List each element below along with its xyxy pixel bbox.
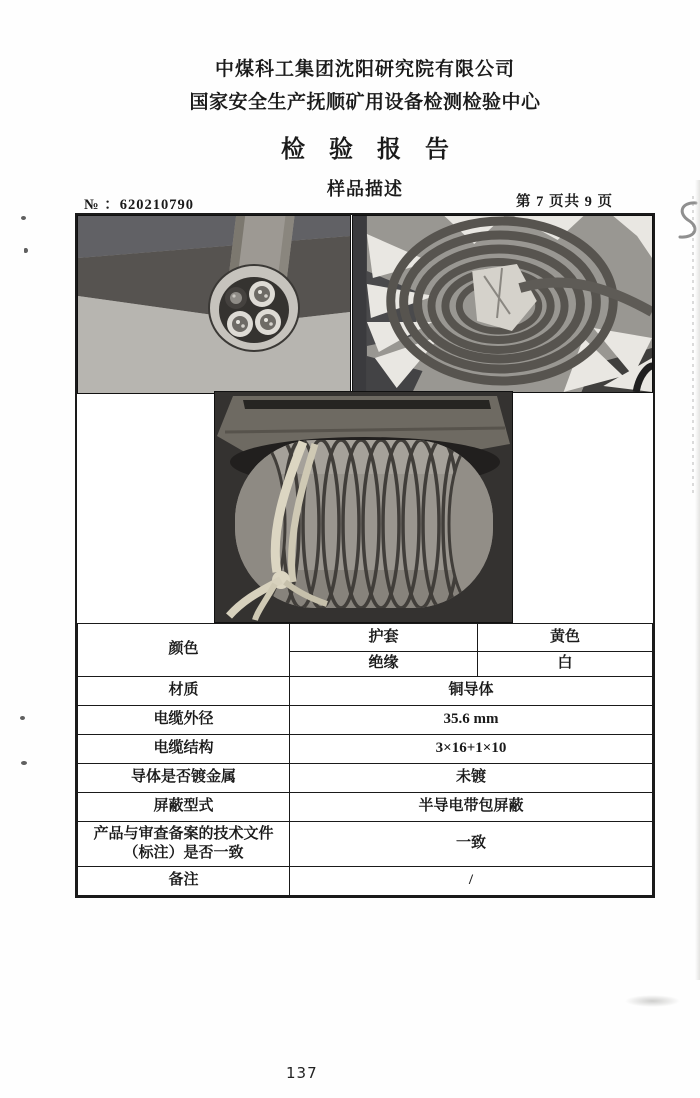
table-label-shield-type: 屏蔽型式 — [78, 793, 290, 822]
table-key-insulation: 绝缘 — [290, 652, 478, 677]
table-value-sheath-color: 黄色 — [478, 624, 653, 652]
table-key-sheath: 护套 — [290, 624, 478, 652]
scan-speck — [24, 248, 28, 253]
report-number — [84, 193, 194, 214]
table-value-remarks: / — [290, 867, 653, 896]
sample-photos — [77, 215, 653, 623]
photo-cable-coil — [353, 216, 652, 392]
report-title: 检 验 报 告 — [281, 137, 458, 163]
table-value-material: 铜导体 — [290, 677, 653, 706]
table-value-insulation-color: 白 — [478, 652, 653, 677]
report-header — [75, 54, 655, 201]
table-value-doc-consistency: 一致 — [290, 822, 653, 867]
cable-bundle-image — [215, 392, 512, 622]
cable-coil-image — [353, 216, 652, 392]
table-value-structure: 3×16+1×10 — [290, 735, 653, 764]
meta-row — [75, 190, 655, 212]
photo-cable-cross-section — [78, 216, 350, 393]
scan-speck — [21, 761, 27, 765]
scan-page-edge — [695, 180, 700, 980]
page-indicator: 第 7 页共 9 页 — [516, 194, 613, 210]
report-number-label: № ： — [84, 197, 120, 213]
content-frame — [75, 213, 655, 898]
table-label-plating: 导体是否镀金属 — [78, 764, 290, 793]
org-name-line2: 国家安全生产抚顺矿用设备检测检验中心 — [189, 92, 541, 113]
org-name-line1: 中煤科工集团沈阳研究院有限公司 — [214, 59, 515, 80]
sample-description-table — [77, 623, 653, 896]
cable-cross-section-image — [78, 216, 350, 393]
scan-speck — [20, 716, 25, 720]
table-label-color: 颜色 — [78, 624, 290, 677]
table-value-shield-type: 半导电带包屏蔽 — [290, 793, 653, 822]
table-value-outer-diameter: 35.6 mm — [290, 706, 653, 735]
table-label-outer-diameter: 电缆外径 — [78, 706, 290, 735]
table-label-remarks: 备注 — [78, 867, 290, 896]
scan-smudge — [625, 995, 680, 1007]
table-label-structure: 电缆结构 — [78, 735, 290, 764]
report-number-value: 620210790 — [119, 197, 194, 213]
photo-cable-bundle — [215, 392, 512, 622]
footer-page-number: 137 — [286, 1064, 318, 1082]
table-label-doc-consistency: 产品与审查备案的技术文件（标注）是否一致 — [78, 822, 290, 867]
section-subtitle: 样品描述 — [327, 179, 403, 199]
table-value-plating: 未镀 — [290, 764, 653, 793]
table-label-material: 材质 — [78, 677, 290, 706]
scan-speck — [21, 216, 26, 220]
